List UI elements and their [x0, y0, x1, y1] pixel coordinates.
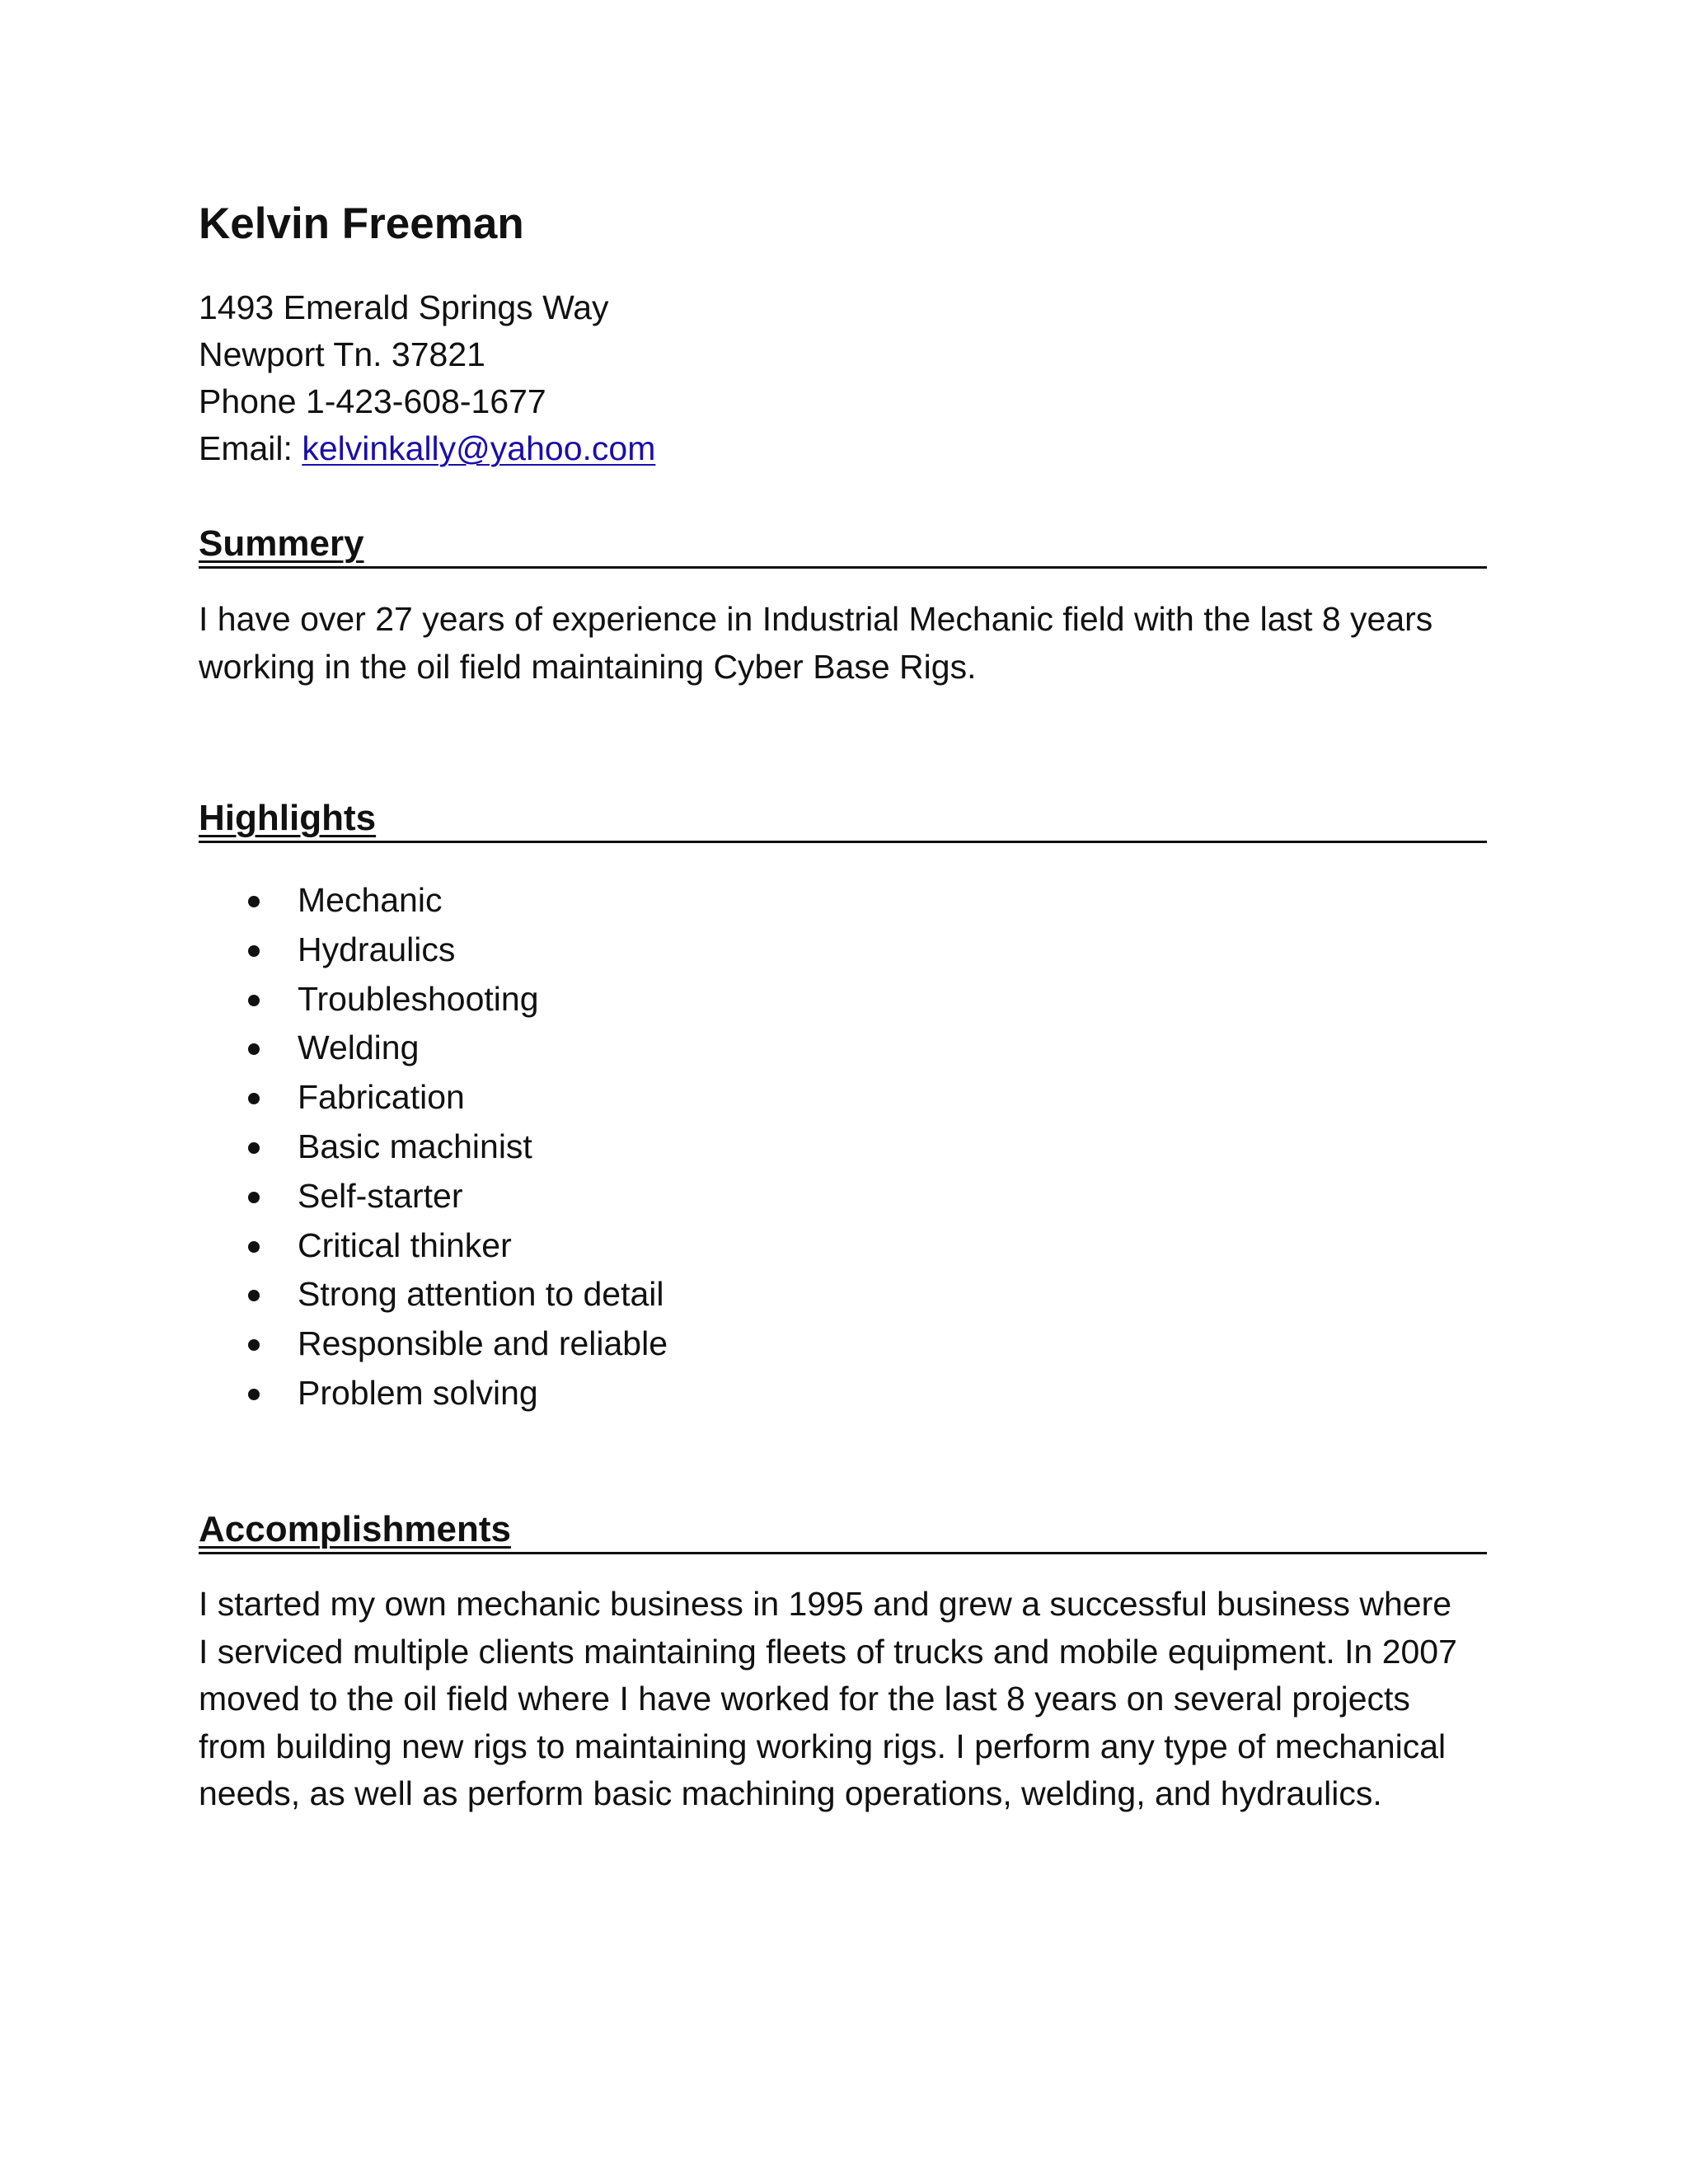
highlight-item	[199, 1270, 668, 1319]
highlights-heading	[199, 796, 1487, 843]
bullet-icon	[248, 995, 260, 1006]
address-line-2: Newport Tn. 37821	[199, 335, 485, 373]
highlight-item	[199, 1024, 668, 1073]
candidate-name: Kelvin Freeman	[199, 199, 524, 248]
highlight-item	[199, 1369, 668, 1418]
highlight-text: Welding	[298, 1029, 420, 1067]
contact-block	[199, 284, 655, 472]
highlights-list	[199, 876, 668, 1418]
highlight-text: Critical thinker	[298, 1226, 512, 1264]
highlight-item	[199, 1221, 668, 1271]
summary-heading-text: Summery	[199, 523, 364, 564]
highlight-item	[199, 926, 668, 975]
phone-line: Phone 1-423-608-1677	[199, 382, 546, 420]
highlight-item	[199, 1172, 668, 1221]
highlight-text: Basic machinist	[298, 1127, 532, 1165]
email-label: Email:	[199, 429, 293, 467]
highlight-item	[199, 975, 668, 1024]
bullet-icon	[248, 1339, 260, 1351]
accomplishments-heading-text: Accomplishments	[199, 1509, 511, 1549]
bullet-icon	[248, 945, 260, 957]
summary-text: I have over 27 years of experience in Industrial Mechanic field with the last 8 years working in the oil field maintaining Cyber Base Rigs.	[199, 600, 1433, 686]
bullet-icon	[248, 1192, 260, 1203]
highlight-item	[199, 876, 668, 926]
accomplishments-heading	[199, 1507, 1487, 1554]
email-line	[199, 425, 655, 472]
accomplishments-text: I started my own mechanic business in 1995 and grew a successful business where I serviced multiple clients maintaining fleets of trucks and mobile equipment. In 2007 moved to the oil field where I have worked for the last 8 years on several projects from building new rigs to maintaining working rigs. I perform any type of mechanical needs, as well as perform basic machining operations, welding, and hydraulics.	[199, 1585, 1457, 1812]
summary-heading	[199, 522, 1487, 569]
address-line-1: 1493 Emerald Springs Way	[199, 288, 609, 326]
highlight-text: Hydraulics	[298, 930, 456, 968]
email-link[interactable]: kelvinkally@yahoo.com	[302, 429, 656, 467]
highlight-item	[199, 1122, 668, 1172]
highlight-text: Responsible and reliable	[298, 1324, 668, 1363]
bullet-icon	[248, 1241, 260, 1253]
bullet-icon	[248, 1043, 260, 1055]
bullet-icon	[248, 1142, 260, 1154]
highlight-text: Strong attention to detail	[298, 1275, 664, 1314]
bullet-icon	[248, 1389, 260, 1400]
highlight-text: Problem solving	[298, 1373, 538, 1412]
highlight-item	[199, 1319, 668, 1369]
highlight-item	[199, 1073, 668, 1122]
bullet-icon	[248, 1093, 260, 1104]
highlight-text: Troubleshooting	[298, 979, 539, 1018]
highlights-heading-text: Highlights	[199, 798, 377, 838]
bullet-icon	[248, 1290, 260, 1301]
highlight-text: Mechanic	[298, 881, 443, 919]
highlight-text: Fabrication	[298, 1078, 465, 1117]
highlight-text: Self-starter	[298, 1176, 463, 1215]
bullet-icon	[248, 896, 260, 907]
